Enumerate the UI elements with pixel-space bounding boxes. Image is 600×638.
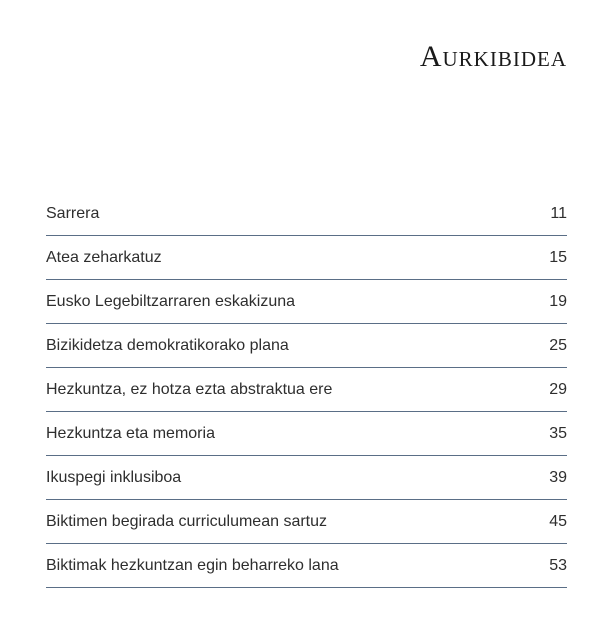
toc-entry-page-number: 45 bbox=[549, 513, 567, 530]
toc-entry-page-number: 11 bbox=[550, 205, 567, 222]
toc-entry bbox=[46, 369, 567, 412]
toc-entry bbox=[46, 325, 567, 368]
toc-entry bbox=[46, 193, 567, 236]
toc-entry-label: Sarrera bbox=[46, 205, 100, 222]
toc-entry-label: Ikuspegi inklusiboa bbox=[46, 469, 182, 486]
toc-entry-label: Biktimak hezkuntzan egin beharreko lana bbox=[46, 557, 339, 574]
table-of-contents bbox=[46, 193, 567, 589]
toc-entry-label: Eusko Legebiltzarraren eskakizuna bbox=[46, 293, 296, 310]
toc-entry-label: Biktimen begirada curriculumean sartuz bbox=[46, 513, 328, 530]
toc-entry-page-number: 39 bbox=[549, 469, 567, 486]
toc-entry bbox=[46, 545, 567, 588]
toc-entry bbox=[46, 413, 567, 456]
toc-entry-page-number: 53 bbox=[549, 557, 567, 574]
toc-entry bbox=[46, 457, 567, 500]
toc-entry-label: Hezkuntza eta memoria bbox=[46, 425, 215, 442]
toc-entry-page-number: 29 bbox=[549, 381, 567, 398]
toc-entry-page-number: 25 bbox=[549, 337, 567, 354]
page-title: Aurkibidea bbox=[419, 40, 567, 73]
toc-entry bbox=[46, 237, 567, 280]
toc-entry bbox=[46, 281, 567, 324]
toc-entry-page-number: 15 bbox=[549, 249, 567, 266]
toc-entry bbox=[46, 501, 567, 544]
toc-entry-page-number: 19 bbox=[549, 293, 567, 310]
toc-entry-label: Hezkuntza, ez hotza ezta abstraktua ere bbox=[46, 381, 333, 398]
toc-entry-label: Atea zeharkatuz bbox=[46, 249, 162, 266]
toc-entry-page-number: 35 bbox=[549, 425, 567, 442]
toc-entry-label: Bizikidetza demokratikorako plana bbox=[46, 337, 289, 354]
